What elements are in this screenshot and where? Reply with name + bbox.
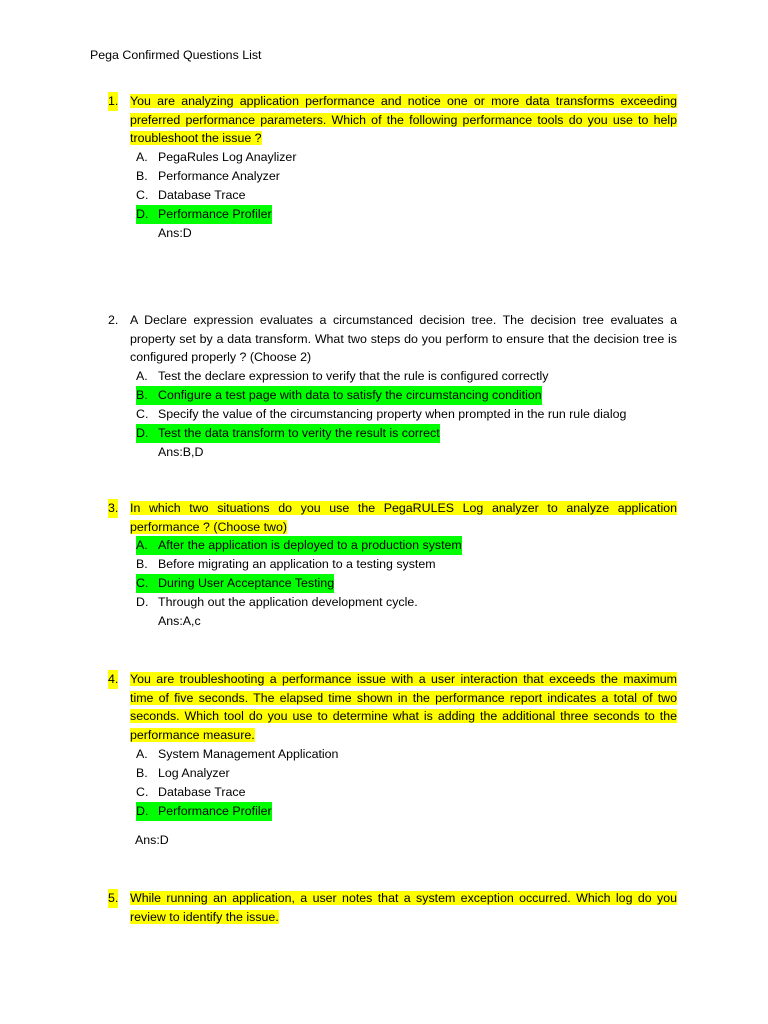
option-b [108, 167, 677, 186]
option-letter: B. [136, 557, 148, 572]
option-text: Through out the application development cycle. [158, 595, 418, 610]
option-letter: B. [136, 386, 158, 405]
question-number: 4. [108, 670, 118, 689]
question-text: While running an application, a user notes that a system exception occurred. Which log do you review to identify the issue. [130, 891, 677, 924]
answer-text: Ans:D [158, 226, 192, 241]
option-d [108, 802, 677, 821]
question-number: 2. [108, 313, 119, 327]
option-text: Database Trace [158, 188, 246, 203]
option-d [108, 424, 677, 443]
option-letter: B. [136, 765, 148, 780]
question-text: In which two situations do you use the PegaRULES Log analyzer to analyze application performance ? (Choose two) [130, 501, 677, 534]
option-letter: D. [136, 205, 158, 224]
option-letter: D. [136, 595, 149, 610]
option-text: Specify the value of the circumstancing property when prompted in the run rule dialog [158, 407, 627, 422]
option-text: Test the declare expression to verify that the rule is configured correctly [158, 369, 549, 384]
options-list [108, 745, 677, 821]
option-letter: B. [136, 169, 148, 184]
question-2 [108, 311, 677, 462]
option-letter: C. [136, 188, 149, 203]
option-text: PegaRules Log Anaylizer [158, 150, 297, 165]
options-list [108, 536, 677, 612]
question-4 [108, 670, 677, 850]
option-letter: C. [136, 784, 149, 799]
option-d [108, 205, 677, 224]
option-letter: A. [136, 369, 148, 384]
question-3 [108, 499, 677, 631]
question-text: You are analyzing application performance and notice one or more data transforms exceeding preferred performance parameters. Which of the following performance tools do you use to help troubleshoot the issue ? [130, 94, 677, 146]
option-letter: A. [136, 746, 148, 761]
options-list [108, 367, 677, 443]
option-d [108, 593, 677, 612]
option-letter: A. [136, 150, 148, 165]
option-c [108, 405, 677, 424]
option-b [108, 764, 677, 783]
question-number: 1. [108, 92, 118, 111]
options-list [108, 148, 677, 224]
question-text: You are troubleshooting a performance issue with a user interaction that exceeds the maximum time of five seconds. The elapsed time shown in the performance report indicates a total of two seconds. Which tool do you use to determine what is adding the additional three seconds to the performance measure. [130, 672, 677, 743]
option-c [108, 574, 677, 593]
question-number: 3. [108, 499, 118, 518]
option-text: Database Trace [158, 784, 246, 799]
option-text: Before migrating an application to a testing system [158, 557, 436, 572]
document-title: Pega Confirmed Questions List [90, 48, 262, 62]
question-number: 5. [108, 889, 118, 908]
option-letter: D. [136, 424, 158, 443]
option-letter: A. [136, 536, 158, 555]
option-letter: D. [136, 802, 158, 821]
question-5 [108, 889, 677, 926]
option-a [108, 536, 677, 555]
question-1 [108, 92, 677, 243]
option-a [108, 148, 677, 167]
option-letter: C. [136, 407, 149, 422]
option-letter: C. [136, 574, 158, 593]
option-a [108, 367, 677, 386]
option-c [108, 186, 677, 205]
option-c [108, 783, 677, 802]
question-text: A Declare expression evaluates a circumstanced decision tree. The decision tree evaluates a property set by a data transform. What two steps do you perform to ensure that the decision tree is configured properly ? (Choose 2) [130, 313, 677, 365]
answer-text: Ans:B,D [158, 445, 204, 460]
option-a [108, 745, 677, 764]
option-text: Log Analyzer [158, 765, 230, 780]
option-text: System Management Application [158, 746, 339, 761]
option-text: Configure a test page with data to satisfy the circumstancing condition [158, 386, 542, 405]
option-text: Performance Analyzer [158, 169, 280, 184]
option-text: Test the data transform to verity the result is correct [158, 424, 440, 443]
option-text: Performance Profiler [158, 802, 272, 821]
option-b [108, 555, 677, 574]
option-text: Performance Profiler [158, 205, 272, 224]
answer-text: Ans:A,c [158, 614, 201, 629]
option-text: During User Acceptance Testing [158, 574, 334, 593]
option-b [108, 386, 677, 405]
answer-text: Ans:D [135, 832, 169, 847]
option-text: After the application is deployed to a production system [158, 536, 462, 555]
